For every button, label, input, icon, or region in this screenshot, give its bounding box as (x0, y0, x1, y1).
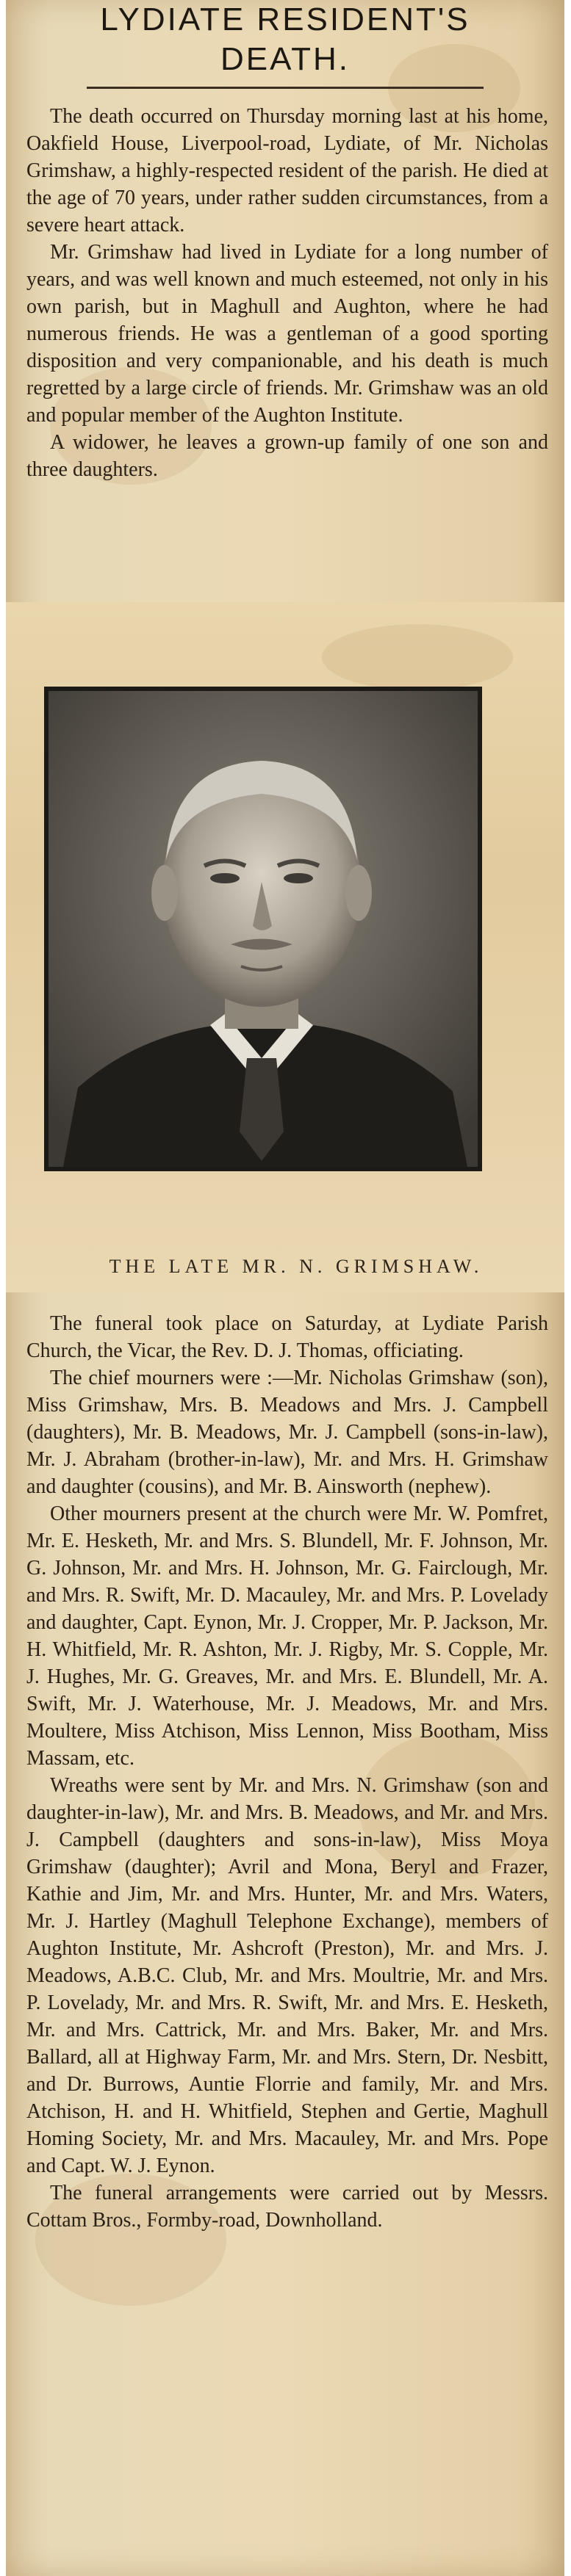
newspaper-clipping (6, 0, 564, 2576)
portrait-photo (44, 687, 482, 1171)
intro-paragraph: A widower, he leaves a grown-up family of one son and three daughters. (26, 431, 548, 481)
funeral-paragraph: The funeral took place on Saturday, at Lydiate Parish Church, the Vicar, the Rev. D. J. Thomas, officiating. (26, 1312, 548, 1362)
portrait-image (49, 691, 478, 1167)
funeral-column (26, 1310, 548, 2234)
headline-rule (87, 87, 484, 89)
intro-paragraph: The death occurred on Thursday morning last at his home, Oakfield House, Liverpool-road, Lydiate, of Mr. Nicholas Grimshaw, a highly-respected resident of the parish. He died at the age of 70 years, under rather sudden circumstances, from a severe heart attack. (26, 105, 548, 236)
clipping-top-segment (6, 0, 564, 602)
funeral-paragraph: Other mourners present at the church were Mr. W. Pomfret, Mr. E. Hesketh, Mr. and Mrs. S. Blundell, Mr. F. Johnson, Mr. G. Johnson, Mr. and Mrs. H. Johnson, Mr. G. Fairclough, Mr. and Mrs. R. Swift, Mr. D. Macauley, Mr. and Mrs. P. Lovelady and daughter, Capt. Eynon, Mr. J. Cropper, Mr. P. Jackson, Mr. H. Whitfield, Mr. R. Ashton, Mr. J. Rigby, Mr. S. Copple, Mr. J. Hughes, Mr. G. Greaves, Mr. and Mrs. E. Blundell, Mr. A. Swift, Mr. J. Waterhouse, Mr. J. Meadows, Mr. and Mrs. Moultere, Miss Atchison, Miss Lennon, Miss Bootham, Miss Massam, etc. (26, 1502, 548, 1770)
paper-stain (322, 624, 513, 690)
photo-caption: THE LATE MR. N. GRIMSHAW. (109, 1256, 484, 1277)
intro-paragraph: Mr. Grimshaw had lived in Lydiate for a long number of years, and was well known and much esteemed, not only in his own parish, but in Maghull and Aughton, where he had numerous friends. He was a gentleman of a good sporting disposition and very companionable, and his death is much regretted by a large circle of friends. Mr. Grimshaw was an old and popular member of the Aughton Institute. (26, 241, 548, 427)
headline-line-1: LYDIATE RESIDENT'S (100, 1, 470, 37)
funeral-paragraph: The funeral arrangements were carried out by Messrs. Cottam Bros., Formby-road, Downholland. (26, 2182, 548, 2232)
headline-line-2: DEATH. (220, 41, 351, 77)
headline (35, 0, 535, 79)
funeral-paragraph: Wreaths were sent by Mr. and Mrs. N. Grimshaw (son and daughter-in-law), Mr. and Mrs. B. Meadows, and Mr. and Mrs. J. Campbell (daughters and sons-in-law), Miss Moya Grimshaw (daughter); Avril and Mona, Beryl and Frazer, Kathie and Jim, Mr. and Mrs. Hunter, Mr. and Mrs. Waters, Mr. J. Hartley (Maghull Telephone Exchange), members of Aughton Institute, Mr. Ashcroft (Preston), Mr. and Mrs. J. Meadows, A.B.C. Club, Mr. and Mrs. Moultrie, Mr. and Mrs. P. Lovelady, Mr. and Mrs. R. Swift, Mr. and Mrs. E. Hesketh, Mr. and Mrs. Cattrick, Mr. and Mrs. Baker, Mr. and Mrs. Ballard, all at Highway Farm, Mr. and Mrs. Stern, Dr. Nesbitt, and Dr. Burrows, Auntie Florrie and family, Mr. and Mrs. Atchison, H. and H. Whitfield, Stephen and Gertie, Maghull Homing Society, Mr. and Mrs. Macauley, Mr. and Mrs. Pope and Capt. W. J. Eynon. (26, 1774, 548, 2177)
intro-column (26, 103, 548, 483)
clipping-bottom-segment (6, 1292, 564, 2576)
funeral-paragraph: The chief mourners were :—Mr. Nicholas Grimshaw (son), Miss Grimshaw, Mrs. B. Meadows and Mrs. J. Campbell (daughters), Mr. B. Meadows, Mr. J. Campbell (sons-in-law), Mr. J. Abraham (brother-in-law), Mr. and Mrs. H. Grimshaw and daughter (cousins), and Mr. B. Ainsworth (nephew). (26, 1367, 548, 1498)
